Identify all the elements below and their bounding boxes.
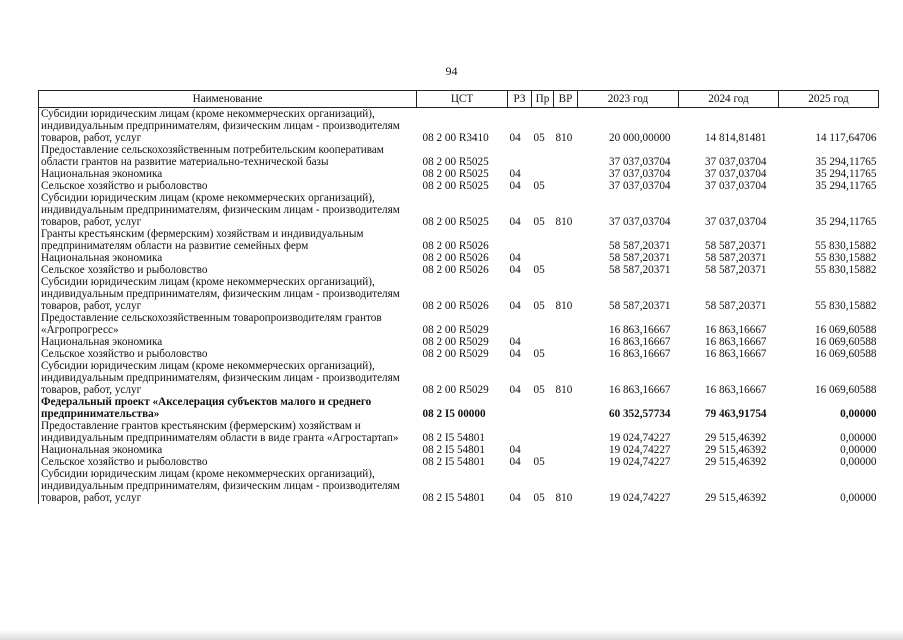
table-row <box>39 168 879 180</box>
row-rz: 04 <box>509 384 521 396</box>
row-name: Сельское хозяйство и рыболовство <box>39 456 417 468</box>
row-name: Субсидии юридическим лицам (кроме некоммерческих организаций), индивидуальным предпринимателям, физическим лицам - производителям товаров, работ, услуг <box>39 468 417 504</box>
row-pr <box>532 396 554 420</box>
row-value-2023: 37 037,03704 <box>608 216 671 228</box>
row-value-2024: 58 587,20371 <box>704 252 767 264</box>
row-pr <box>532 444 554 456</box>
row-rz: 04 <box>509 444 521 456</box>
row-pr <box>532 252 554 264</box>
row-vr: 810 <box>555 300 573 312</box>
row-cst: 08 2 00 R5029 <box>422 324 489 336</box>
row-cst: 08 2 00 R5029 <box>422 348 489 360</box>
row-value-2024: 58 587,20371 <box>704 264 767 276</box>
row-value-2023: 16 863,16667 <box>608 384 671 396</box>
row-cst: 08 2 00 R5025 <box>422 156 489 168</box>
row-value-2023: 60 352,57734 <box>608 408 671 420</box>
row-cst: 08 2 I5 54801 <box>422 444 485 456</box>
row-cst: 08 2 00 R5026 <box>422 264 489 276</box>
row-rz: 04 <box>509 168 521 180</box>
row-value-2024: 29 515,46392 <box>704 492 767 504</box>
row-value-2025: 0,00000 <box>840 456 877 468</box>
row-value-2025: 0,00000 <box>840 432 877 444</box>
row-value-2024: 58 587,20371 <box>704 300 767 312</box>
row-value-2023: 37 037,03704 <box>608 168 671 180</box>
row-rz: 04 <box>509 492 521 504</box>
row-value-2024: 14 814,81481 <box>704 132 767 144</box>
row-value-2023: 19 024,74227 <box>608 456 671 468</box>
table-row <box>39 360 879 396</box>
row-value-2025: 55 830,15882 <box>814 240 877 252</box>
row-value-2024: 16 863,16667 <box>704 348 767 360</box>
row-value-2023: 16 863,16667 <box>608 336 671 348</box>
row-pr <box>532 228 554 252</box>
row-value-2023: 19 024,74227 <box>608 444 671 456</box>
row-value-2023: 16 863,16667 <box>608 348 671 360</box>
row-pr: 05 <box>533 264 545 276</box>
table-row <box>39 108 879 145</box>
header-2025: 2025 год <box>779 91 879 108</box>
page-number: 94 <box>445 64 458 78</box>
row-value-2025: 35 294,11765 <box>815 216 877 228</box>
row-rz: 04 <box>509 300 521 312</box>
row-value-2024: 37 037,03704 <box>704 180 767 192</box>
row-name: Сельское хозяйство и рыболовство <box>39 180 417 192</box>
row-value-2025: 14 117,64706 <box>815 132 877 144</box>
row-value-2023: 58 587,20371 <box>608 264 671 276</box>
row-pr <box>532 336 554 348</box>
row-value-2023: 58 587,20371 <box>608 252 671 264</box>
table-row <box>39 348 879 360</box>
row-vr <box>554 456 578 468</box>
row-vr <box>554 264 578 276</box>
row-value-2025: 55 830,15882 <box>814 300 877 312</box>
row-cst: 08 2 00 R5026 <box>422 252 489 264</box>
header-name: Наименование <box>39 91 417 108</box>
row-rz <box>508 228 532 252</box>
row-value-2023: 19 024,74227 <box>608 492 671 504</box>
row-value-2025: 16 069,60588 <box>814 336 877 348</box>
row-rz <box>508 420 532 444</box>
row-vr: 810 <box>555 492 573 504</box>
row-pr: 05 <box>533 348 545 360</box>
row-cst: 08 2 I5 00000 <box>422 408 486 420</box>
row-value-2025: 35 294,11765 <box>815 168 877 180</box>
table-row <box>39 264 879 276</box>
row-cst: 08 2 00 R5025 <box>422 216 489 228</box>
row-name: Сельское хозяйство и рыболовство <box>39 264 417 276</box>
row-vr <box>554 348 578 360</box>
row-value-2025: 35 294,11765 <box>815 180 877 192</box>
row-pr: 05 <box>533 300 545 312</box>
row-value-2025: 0,00000 <box>840 492 877 504</box>
row-rz: 04 <box>509 216 521 228</box>
header-pr: Пр <box>532 91 554 108</box>
table-row <box>39 252 879 264</box>
row-name: Гранты крестьянским (фермерским) хозяйствам и индивидуальным предпринимателям области на развитие семейных ферм <box>39 228 417 252</box>
table-row <box>39 144 879 168</box>
table-body <box>39 108 879 505</box>
header-cst: ЦСТ <box>417 91 508 108</box>
row-name: Субсидии юридическим лицам (кроме некоммерческих организаций), индивидуальным предпринимателям, физическим лицам - производителям товаров, работ, услуг <box>39 360 417 396</box>
table-row <box>39 456 879 468</box>
row-name: Субсидии юридическим лицам (кроме некоммерческих организаций), индивидуальным предпринимателям, физическим лицам - производителям товаров, работ, услуг <box>39 192 417 228</box>
row-rz: 04 <box>509 348 521 360</box>
row-value-2023: 58 587,20371 <box>608 300 671 312</box>
row-vr <box>554 396 578 420</box>
row-value-2024: 37 037,03704 <box>704 156 767 168</box>
row-rz <box>508 312 532 336</box>
table-row <box>39 228 879 252</box>
row-pr: 05 <box>533 180 545 192</box>
scan-edge <box>0 630 903 640</box>
row-rz: 04 <box>509 336 521 348</box>
row-name: Предоставление грантов крестьянским (фермерским) хозяйствам и индивидуальным предпринимателям области в виде гранта «Агростартап» <box>39 420 417 444</box>
table-row <box>39 276 879 312</box>
row-rz: 04 <box>509 264 521 276</box>
row-value-2025: 0,00000 <box>840 408 877 420</box>
row-vr: 810 <box>555 384 573 396</box>
row-pr: 05 <box>533 384 545 396</box>
table-row <box>39 396 879 420</box>
row-pr <box>532 168 554 180</box>
row-pr: 05 <box>533 132 545 144</box>
header-2023: 2023 год <box>578 91 679 108</box>
row-value-2025: 0,00000 <box>840 444 877 456</box>
table-row <box>39 192 879 228</box>
row-name: Национальная экономика <box>39 168 417 180</box>
row-name: Национальная экономика <box>39 336 417 348</box>
row-vr: 810 <box>555 216 573 228</box>
row-value-2024: 16 863,16667 <box>704 324 767 336</box>
row-rz: 04 <box>509 252 521 264</box>
row-cst: 08 2 00 R3410 <box>422 132 489 144</box>
row-value-2024: 79 463,91754 <box>704 408 767 420</box>
row-cst: 08 2 00 R5029 <box>422 336 489 348</box>
row-cst: 08 2 00 R5025 <box>422 180 489 192</box>
row-vr <box>554 144 578 168</box>
row-cst: 08 2 I5 54801 <box>422 456 485 468</box>
table-row <box>39 180 879 192</box>
row-name: Национальная экономика <box>39 444 417 456</box>
row-vr <box>554 252 578 264</box>
row-name: Субсидии юридическим лицам (кроме некоммерческих организаций), индивидуальным предпринимателям, физическим лицам - производителям товаров, работ, услуг <box>39 108 417 145</box>
row-name: Сельское хозяйство и рыболовство <box>39 348 417 360</box>
row-value-2023: 16 863,16667 <box>608 324 671 336</box>
row-vr <box>554 312 578 336</box>
row-pr <box>532 420 554 444</box>
header-vr: ВР <box>554 91 578 108</box>
header-2024: 2024 год <box>679 91 779 108</box>
row-cst: 08 2 00 R5026 <box>422 300 489 312</box>
row-name: Предоставление сельскохозяйственным потребительским кооперативам области грантов на развитие материально-технической базы <box>39 144 417 168</box>
header-rz: РЗ <box>508 91 532 108</box>
table-row <box>39 336 879 348</box>
row-name: Национальная экономика <box>39 252 417 264</box>
row-name: Субсидии юридическим лицам (кроме некоммерческих организаций), индивидуальным предпринимателям, физическим лицам - производителям товаров, работ, услуг <box>39 276 417 312</box>
row-vr <box>554 444 578 456</box>
table-row <box>39 468 879 504</box>
row-value-2024: 16 863,16667 <box>704 384 767 396</box>
row-vr <box>554 228 578 252</box>
row-value-2024: 29 515,46392 <box>704 456 767 468</box>
row-name: Федеральный проект «Акселерация субъектов малого и среднего предпринимательства» <box>39 396 417 420</box>
table-header <box>39 91 879 108</box>
row-rz: 04 <box>509 132 521 144</box>
row-cst: 08 2 I5 54801 <box>422 432 485 444</box>
row-vr <box>554 180 578 192</box>
row-cst: 08 2 00 R5029 <box>422 384 489 396</box>
table-row <box>39 444 879 456</box>
row-value-2025: 16 069,60588 <box>814 348 877 360</box>
row-value-2024: 29 515,46392 <box>704 432 767 444</box>
row-cst: 08 2 I5 54801 <box>422 492 485 504</box>
row-value-2024: 37 037,03704 <box>704 216 767 228</box>
row-value-2025: 16 069,60588 <box>814 324 877 336</box>
row-value-2024: 16 863,16667 <box>704 336 767 348</box>
row-value-2025: 55 830,15882 <box>814 264 877 276</box>
row-rz: 04 <box>509 456 521 468</box>
row-value-2024: 37 037,03704 <box>704 168 767 180</box>
row-value-2025: 35 294,11765 <box>815 156 877 168</box>
table-row <box>39 420 879 444</box>
row-name: Предоставление сельскохозяйственным товаропроизводителям грантов «Агропрогресс» <box>39 312 417 336</box>
table-row <box>39 312 879 336</box>
row-value-2025: 55 830,15882 <box>814 252 877 264</box>
row-vr <box>554 168 578 180</box>
row-cst: 08 2 00 R5026 <box>422 240 489 252</box>
row-value-2023: 37 037,03704 <box>608 156 671 168</box>
row-vr <box>554 420 578 444</box>
row-rz <box>508 144 532 168</box>
row-cst: 08 2 00 R5025 <box>422 168 489 180</box>
row-value-2024: 58 587,20371 <box>704 240 767 252</box>
row-value-2023: 20 000,00000 <box>608 132 671 144</box>
row-value-2023: 19 024,74227 <box>608 432 671 444</box>
row-value-2025: 16 069,60588 <box>814 384 877 396</box>
row-vr: 810 <box>555 132 573 144</box>
row-pr: 05 <box>533 456 545 468</box>
row-pr: 05 <box>533 216 545 228</box>
row-value-2023: 37 037,03704 <box>608 180 671 192</box>
row-pr <box>532 144 554 168</box>
row-value-2024: 29 515,46392 <box>704 444 767 456</box>
row-value-2023: 58 587,20371 <box>608 240 671 252</box>
row-rz <box>508 396 532 420</box>
row-pr <box>532 312 554 336</box>
budget-table <box>38 90 879 504</box>
row-pr: 05 <box>533 492 545 504</box>
row-rz: 04 <box>509 180 521 192</box>
row-vr <box>554 336 578 348</box>
